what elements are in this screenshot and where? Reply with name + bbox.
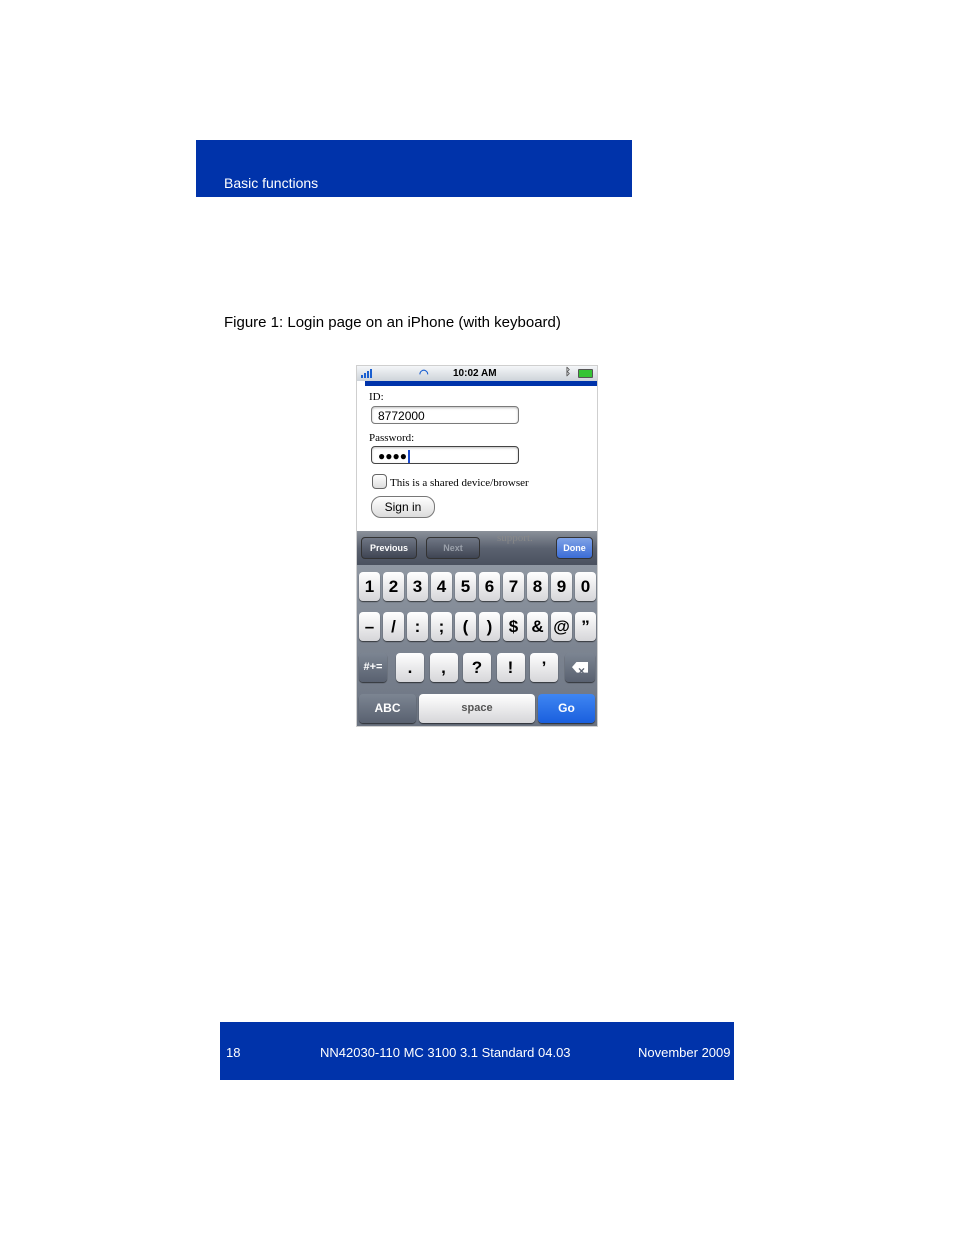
symbol-key[interactable]: $: [503, 612, 524, 641]
symbol-key[interactable]: &: [527, 612, 548, 641]
footer-band: [220, 1022, 734, 1080]
punctuation-key[interactable]: ,: [430, 653, 458, 682]
password-field[interactable]: [371, 446, 519, 464]
number-key[interactable]: 2: [383, 572, 404, 601]
page-banner: [365, 381, 597, 386]
number-key[interactable]: 6: [479, 572, 500, 601]
symbol-key[interactable]: ”: [575, 612, 596, 641]
document-id: NN42030-110 MC 3100 3.1 Standard 04.03: [320, 1045, 571, 1060]
number-key[interactable]: 4: [431, 572, 452, 601]
publication-date: November 2009: [638, 1045, 731, 1060]
symbol-key[interactable]: /: [383, 612, 404, 641]
punctuation-key[interactable]: .: [396, 653, 424, 682]
id-field[interactable]: 8772000: [371, 406, 519, 424]
iphone-screenshot: [357, 366, 597, 726]
backspace-key[interactable]: [565, 653, 595, 682]
backspace-icon: [572, 662, 588, 673]
punctuation-key[interactable]: ?: [463, 653, 491, 682]
wifi-icon: ◠: [419, 368, 429, 380]
space-key[interactable]: space: [419, 694, 535, 723]
symbol-key[interactable]: ;: [431, 612, 452, 641]
symbol-key[interactable]: ): [479, 612, 500, 641]
go-key[interactable]: Go: [538, 694, 595, 723]
sign-in-button[interactable]: Sign in: [371, 496, 435, 518]
punctuation-key[interactable]: ’: [530, 653, 558, 682]
figure-caption: Figure 1: Login page on an iPhone (with keyboard): [224, 314, 561, 331]
status-bar: [357, 366, 597, 381]
next-button[interactable]: Next: [426, 537, 480, 559]
battery-icon: [578, 369, 593, 378]
signal-icon: [361, 369, 375, 378]
symbol-key[interactable]: –: [359, 612, 380, 641]
number-key[interactable]: 0: [575, 572, 596, 601]
punctuation-key[interactable]: !: [497, 653, 525, 682]
shared-device-label: This is a shared device/browser: [390, 477, 529, 489]
bluetooth-icon: ᛒ: [565, 367, 571, 378]
status-time: 10:02 AM: [453, 368, 497, 379]
section-title: Basic functions: [224, 175, 319, 191]
symbol-key[interactable]: (: [455, 612, 476, 641]
obscured-page-text: support.: [497, 532, 533, 544]
keyboard: [357, 565, 597, 726]
number-key[interactable]: 9: [551, 572, 572, 601]
header-band: [196, 140, 632, 197]
number-key[interactable]: 7: [503, 572, 524, 601]
done-button[interactable]: Done: [556, 537, 593, 559]
previous-button[interactable]: Previous: [361, 537, 417, 559]
symbol-key[interactable]: :: [407, 612, 428, 641]
abc-key[interactable]: ABC: [359, 694, 416, 723]
password-value: ●●●●: [378, 449, 407, 463]
password-label: Password:: [369, 432, 415, 444]
form-assistant-toolbar: [357, 531, 597, 565]
symbol-key[interactable]: @: [551, 612, 572, 641]
text-caret: [408, 450, 410, 463]
id-label: ID:: [369, 391, 384, 403]
number-key[interactable]: 3: [407, 572, 428, 601]
number-key[interactable]: 1: [359, 572, 380, 601]
page-number: 18: [226, 1045, 241, 1060]
shared-device-checkbox[interactable]: [372, 474, 387, 489]
number-key[interactable]: 5: [455, 572, 476, 601]
number-key[interactable]: 8: [527, 572, 548, 601]
symbols-mode-key[interactable]: #+=: [359, 653, 387, 682]
